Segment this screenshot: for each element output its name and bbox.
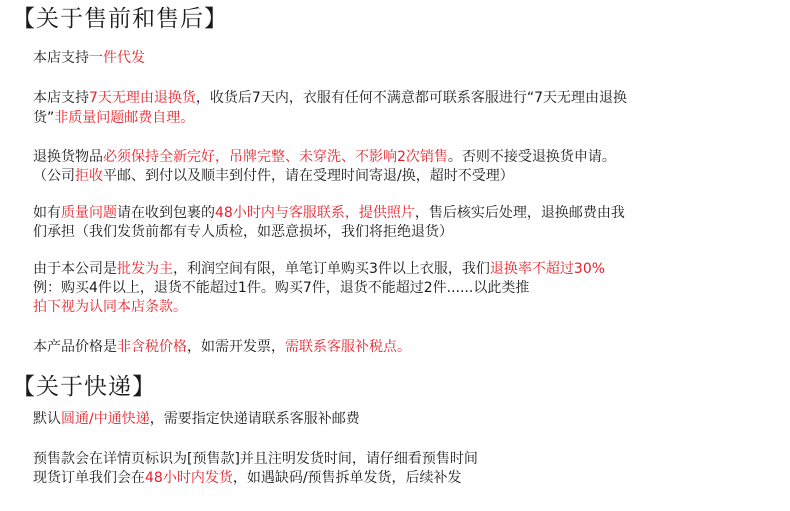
section-heading-after-sales: 【关于售前和售后】 xyxy=(12,6,228,32)
courier-line: 默认圆通/中通快递，需要指定快递请联系客服补邮费 xyxy=(33,411,360,427)
wholesale-line-1: 由于本公司是批发为主，利润空间有限，单笔订单购买3件以上衣服，我们退换率不超过30% xyxy=(33,261,606,277)
wholesale-line-3: 拍下视为认同本店条款。 xyxy=(33,299,187,315)
return-condition-line-1: 退换货物品必须保持全新完好，吊牌完整、未穿洗、不影响2次销售。否则不接受退换货申请。 xyxy=(33,149,616,165)
tax-line: 本产品价格是非含税价格，如需开发票，需联系客服补税点。 xyxy=(33,339,411,355)
quality-issue-line-1: 如有质量问题请在收到包裹的48小时内与客服联系，提供照片，售后核实后处理，退换邮费由我 xyxy=(33,205,625,221)
return-policy-line-1: 本店支持7天无理由退换货，收货后7天内，衣服有任何不满意都可联系客服进行“7天无理由退换 xyxy=(33,90,627,106)
wholesale-line-2: 例：购买4件以上，退货不能超过1件。购买7件，退货不能超过2件......以此类推 xyxy=(33,280,530,296)
section-heading-shipping: 【关于快递】 xyxy=(12,374,156,400)
dropship-line: 本店支持一件代发 xyxy=(33,50,145,66)
presale-line-1: 预售款会在详情页标识为[预售款]并且注明发货时间，请仔细看预售时间 xyxy=(33,451,478,467)
presale-line-2: 现货订单我们会在48小时内发货，如遇缺码/预售拆单发货，后续补发 xyxy=(33,470,462,486)
return-policy-line-2: 货”非质量问题邮费自理。 xyxy=(33,110,195,126)
quality-issue-line-2: 们承担（我们发货前都有专人质检，如恶意损坏，我们将拒绝退货） xyxy=(33,224,453,240)
return-condition-line-2: （公司拒收平邮、到付以及顺丰到付件，请在受理时间寄退/换，超时不受理） xyxy=(33,168,514,184)
